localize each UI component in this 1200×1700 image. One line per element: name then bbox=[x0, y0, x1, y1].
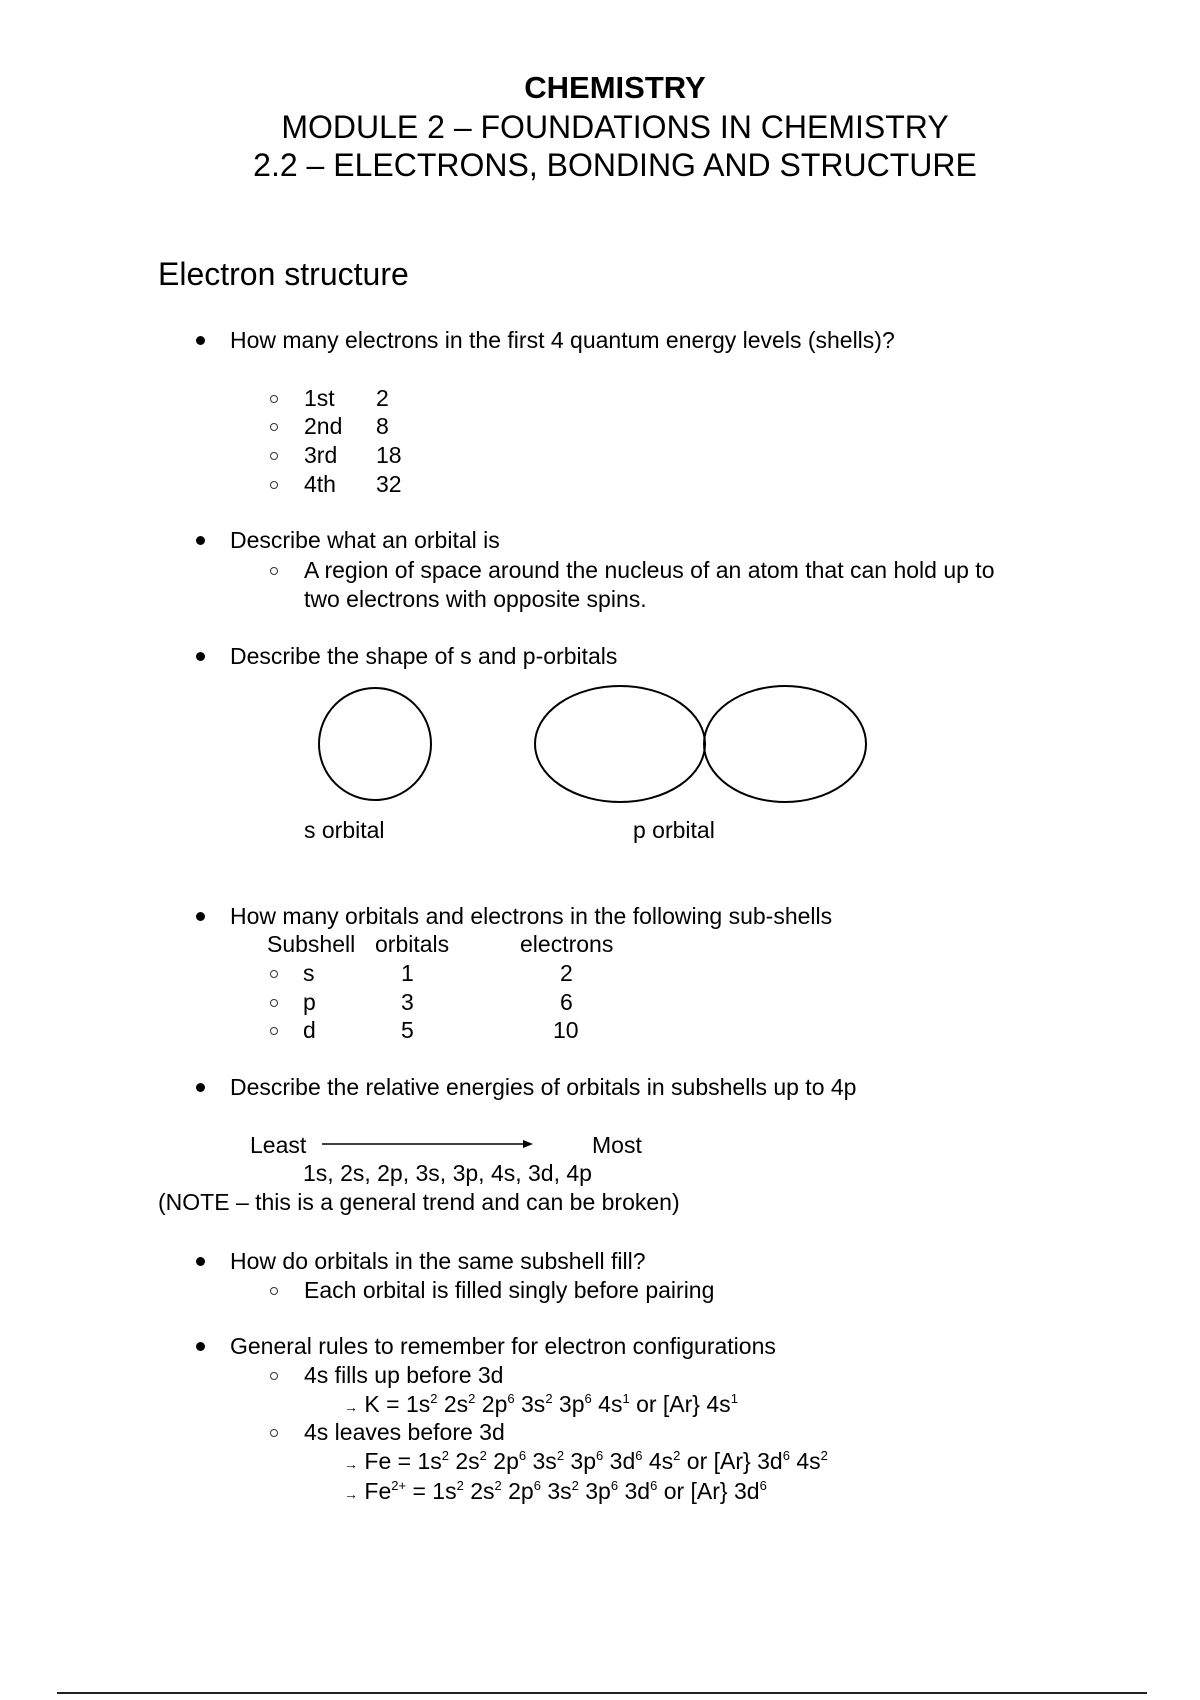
subshell-name: p bbox=[303, 989, 316, 1015]
most-label: Most bbox=[592, 1132, 642, 1158]
question-text: Describe the shape of s and p-orbitals bbox=[230, 643, 618, 669]
energy-arrow-icon bbox=[320, 1136, 535, 1152]
shell-electrons: 8 bbox=[376, 413, 389, 439]
orbital-count: 3 bbox=[401, 989, 414, 1015]
shell-level: 3rd bbox=[304, 442, 338, 468]
least-label: Least bbox=[250, 1132, 307, 1158]
answer-text: two electrons with opposite spins. bbox=[304, 586, 647, 612]
noble-gas-core: [Ar} bbox=[662, 1391, 700, 1417]
noble-gas-core: [Ar} bbox=[713, 1448, 751, 1474]
electron-count: 2 bbox=[560, 960, 573, 986]
sub-bullet-icon bbox=[270, 1372, 278, 1380]
orbital-count: 5 bbox=[401, 1017, 414, 1043]
s-orbital-shape bbox=[319, 688, 431, 800]
sub-bullet-icon bbox=[270, 970, 278, 978]
ion-charge: 2+ bbox=[391, 1478, 407, 1493]
rule-text: 4s leaves before 3d bbox=[304, 1419, 505, 1445]
config-iron-ion: → $Fe^{2+} = 1s^2$ $2s^2$ $2p^6$ $3s^2$ $3p^6$ $3d^6$ or [Ar} $3d^6$ bbox=[344, 1478, 767, 1504]
orbital-order: 1s, 2s, 2p, 3s, 3p, 4s, 3d, 4p bbox=[303, 1160, 592, 1186]
or-text: or bbox=[663, 1478, 685, 1504]
bullet-icon bbox=[196, 912, 205, 921]
sub-bullet-icon bbox=[270, 1287, 278, 1295]
module-title: MODULE 2 – FOUNDATIONS IN CHEMISTRY bbox=[281, 109, 949, 145]
column-header-electrons: electrons bbox=[520, 931, 614, 957]
p-orbital-label: p orbital bbox=[633, 817, 715, 843]
sub-bullet-icon bbox=[270, 999, 278, 1007]
arrow-icon: → bbox=[344, 1486, 358, 1502]
s-orbital-label: s orbital bbox=[304, 817, 385, 843]
rule-text: 4s fills up before 3d bbox=[304, 1362, 504, 1388]
p-orbital-lobe-left bbox=[535, 686, 705, 802]
bullet-icon bbox=[196, 652, 205, 661]
bullet-icon bbox=[196, 1342, 205, 1351]
note-text: (NOTE – this is a general trend and can be broken) bbox=[158, 1189, 680, 1215]
subshell-name: s bbox=[303, 960, 315, 986]
bullet-icon bbox=[196, 336, 205, 345]
sub-bullet-icon bbox=[270, 452, 278, 460]
arrow-icon: → bbox=[344, 1456, 358, 1472]
column-header-orbitals: orbitals bbox=[375, 931, 450, 957]
column-header-subshell: Subshell bbox=[267, 931, 356, 957]
document-title: CHEMISTRY bbox=[524, 70, 706, 105]
sub-bullet-icon bbox=[270, 423, 278, 431]
sub-bullet-icon bbox=[270, 481, 278, 489]
sub-bullet-icon bbox=[270, 1429, 278, 1437]
subshell-name: d bbox=[303, 1017, 316, 1043]
shell-level: 1st bbox=[304, 385, 335, 411]
electron-count: 10 bbox=[553, 1017, 579, 1043]
or-text: or bbox=[636, 1391, 657, 1417]
bullet-icon bbox=[196, 1257, 205, 1266]
sub-bullet-icon bbox=[270, 567, 278, 575]
shell-level: 2nd bbox=[304, 413, 343, 439]
arrow-icon: → bbox=[344, 1399, 358, 1415]
question-text: How many electrons in the first 4 quantum energy levels (shells)? bbox=[230, 327, 895, 353]
shell-level: 4th bbox=[304, 471, 336, 497]
config-iron: → $Fe = 1s^2$ $2s^2$ $2p^6$ $3s^2$ $3p^6$ $3d^6$ $4s^2$ or [Ar} $3d^6$ $4s^2$ bbox=[344, 1448, 828, 1474]
title-block bbox=[0, 68, 1200, 184]
element-symbol: Fe bbox=[364, 1478, 392, 1504]
question-text: How do orbitals in the same subshell fill? bbox=[230, 1248, 646, 1274]
question-text: Describe what an orbital is bbox=[230, 527, 500, 553]
shell-electrons: 32 bbox=[376, 471, 402, 497]
shell-electrons: 2 bbox=[376, 385, 389, 411]
shell-electrons: 18 bbox=[376, 442, 402, 468]
sub-bullet-icon bbox=[270, 395, 278, 403]
answer-text: A region of space around the nucleus of an atom that can hold up to bbox=[304, 557, 995, 583]
config-potassium: → $K = 1s^2$ $2s^2$ $2p^6$ $3s^2$ $3p^6$ $4s^1$ or [Ar} $4s^1$ bbox=[344, 1391, 738, 1417]
topic-title: 2.2 – ELECTRONS, BONDING AND STRUCTURE bbox=[253, 147, 977, 183]
page-divider bbox=[57, 1692, 1147, 1694]
element-symbol: Fe bbox=[364, 1448, 392, 1474]
bullet-icon bbox=[196, 536, 205, 545]
question-text: General rules to remember for electron configurations bbox=[230, 1333, 776, 1359]
bullet-icon bbox=[196, 1083, 205, 1092]
electron-count: 6 bbox=[560, 989, 573, 1015]
question-text: Describe the relative energies of orbitals in subshells up to 4p bbox=[230, 1074, 857, 1100]
question-text: How many orbitals and electrons in the following sub-shells bbox=[230, 903, 833, 929]
section-heading: Electron structure bbox=[158, 256, 409, 292]
or-text: or bbox=[686, 1448, 708, 1474]
orbital-count: 1 bbox=[401, 960, 414, 986]
answer-text: Each orbital is filled singly before pairing bbox=[304, 1277, 715, 1303]
noble-gas-core: [Ar} bbox=[690, 1478, 728, 1504]
element-symbol: K bbox=[364, 1391, 380, 1417]
p-orbital-lobe-right bbox=[704, 686, 866, 802]
sub-bullet-icon bbox=[270, 1027, 278, 1035]
